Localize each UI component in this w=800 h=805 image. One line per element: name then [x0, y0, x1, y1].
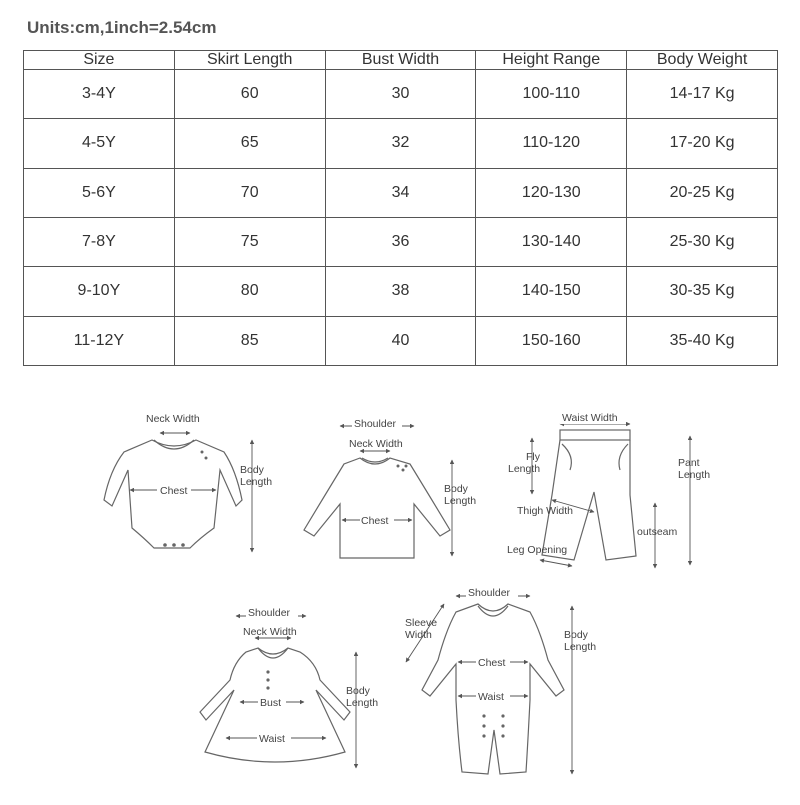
- label-pant-length: Pant: [678, 457, 700, 469]
- table-cell: 38: [325, 267, 476, 316]
- table-cell: 7-8Y: [24, 217, 175, 266]
- table-cell: 5-6Y: [24, 168, 175, 217]
- table-cell: 60: [174, 70, 325, 119]
- table-cell: 4-5Y: [24, 119, 175, 168]
- table-cell: 85: [174, 316, 325, 365]
- dress-diagram: [200, 607, 378, 768]
- label-body-length: Length: [564, 641, 597, 653]
- table-row: [24, 267, 778, 316]
- measurement-diagrams: [0, 390, 800, 800]
- table-cell: 75: [174, 217, 325, 266]
- table-cell: 100-110: [476, 70, 627, 119]
- header-body-weight: Body Weight: [627, 51, 778, 70]
- label-fly-length: Length: [508, 463, 541, 475]
- table-cell: 17-20 Kg: [627, 119, 778, 168]
- label-chest: Chest: [478, 657, 506, 669]
- label-bust: Bust: [260, 697, 282, 709]
- table-cell: 140-150: [476, 267, 627, 316]
- table-header-row: [24, 51, 778, 70]
- size-chart-table: [23, 50, 778, 366]
- table-cell: 150-160: [476, 316, 627, 365]
- table-row: [24, 168, 778, 217]
- table-cell: 36: [325, 217, 476, 266]
- table-cell: 65: [174, 119, 325, 168]
- label-chest: Chest: [160, 485, 188, 497]
- table-cell: 30-35 Kg: [627, 267, 778, 316]
- table-row: [24, 70, 778, 119]
- label-shoulder: Shoulder: [354, 418, 397, 430]
- header-bust-width: Bust Width: [325, 51, 476, 70]
- label-neck-width: Neck Width: [349, 438, 403, 450]
- table-cell: 9-10Y: [24, 267, 175, 316]
- header-skirt-length: Skirt Length: [174, 51, 325, 70]
- table-cell: 40: [325, 316, 476, 365]
- label-sleeve-width: Width: [405, 629, 432, 641]
- table-cell: 34: [325, 168, 476, 217]
- pants-diagram: [507, 412, 710, 568]
- top-diagram: [304, 418, 476, 558]
- table-cell: 25-30 Kg: [627, 217, 778, 266]
- label-body-length: Length: [444, 495, 477, 507]
- label-shoulder: Shoulder: [248, 607, 291, 619]
- label-body-length: Body: [346, 685, 370, 697]
- header-size: Size: [24, 51, 175, 70]
- label-waist: Waist: [478, 691, 504, 703]
- table-row: [24, 217, 778, 266]
- table-cell: 30: [325, 70, 476, 119]
- table-cell: 20-25 Kg: [627, 168, 778, 217]
- table-cell: 130-140: [476, 217, 627, 266]
- table-cell: 14-17 Kg: [627, 70, 778, 119]
- label-neck-width: Neck Width: [243, 626, 297, 638]
- label-waist-width: Waist Width: [562, 412, 618, 424]
- table-cell: 70: [174, 168, 325, 217]
- label-body-length: Body: [240, 464, 264, 476]
- bodysuit-diagram: [104, 413, 272, 552]
- table-cell: 32: [325, 119, 476, 168]
- table-cell: 120-130: [476, 168, 627, 217]
- table-cell: 35-40 Kg: [627, 316, 778, 365]
- label-outseam: outseam: [637, 526, 678, 538]
- romper-diagram: [405, 587, 596, 774]
- header-height-range: Height Range: [476, 51, 627, 70]
- table-cell: 3-4Y: [24, 70, 175, 119]
- label-fly-length: Fly: [526, 451, 540, 463]
- label-sleeve-width: Sleeve: [405, 617, 438, 629]
- table-cell: 80: [174, 267, 325, 316]
- units-note: Units:cm,1inch=2.54cm: [27, 18, 217, 37]
- table-cell: 11-12Y: [24, 316, 175, 365]
- label-body-length: Body: [564, 629, 588, 641]
- table-cell: 110-120: [476, 119, 627, 168]
- table-row: [24, 316, 778, 365]
- label-waist: Waist: [259, 733, 285, 745]
- label-body-length: Length: [346, 697, 379, 709]
- label-neck-width: Neck Width: [146, 413, 200, 425]
- label-body-length: Body: [444, 483, 468, 495]
- label-shoulder: Shoulder: [468, 587, 511, 599]
- label-pant-length: Length: [678, 469, 711, 481]
- label-leg-opening: Leg Opening: [507, 544, 568, 556]
- table-row: [24, 119, 778, 168]
- label-chest: Chest: [361, 515, 389, 527]
- label-body-length: Length: [240, 476, 273, 488]
- label-thigh-width: Thigh Width: [517, 505, 574, 517]
